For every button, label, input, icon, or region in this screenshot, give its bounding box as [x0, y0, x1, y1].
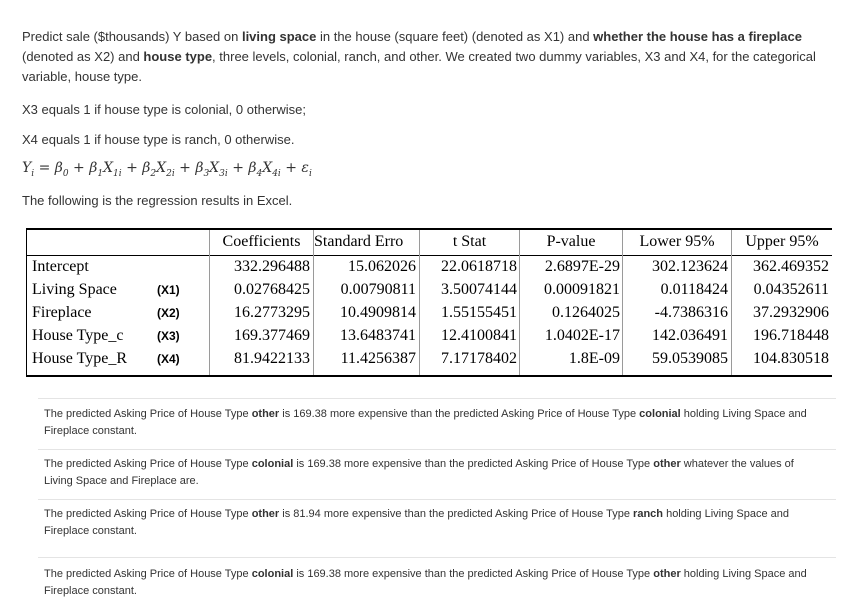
cell-coefficient: 0.02768425 — [234, 281, 310, 298]
cell-p-value: 2.6897E-29 — [544, 258, 620, 275]
cell-t-stat: 3.50074144 — [441, 281, 517, 298]
x4-definition: X4 equals 1 if house type is ranch, 0 otherwise. — [22, 132, 295, 147]
variable-code: (X4) — [157, 352, 180, 366]
regression-formula: $Y_i = \beta_0 + \beta_1X_{1i} + \beta_2X_{2i} + \beta_3X_{3i} + \beta_4X_{4i} + \varepsilon_i$ — [22, 160, 312, 179]
cell-upper-95: 0.04352611 — [753, 281, 829, 298]
row-label: Intercept — [32, 258, 89, 275]
option-text: is 81.94 more expensive than the predicted Asking Price of House Type — [279, 508, 634, 520]
intro-bold-fireplace: whether the house has a fireplace — [593, 29, 802, 44]
option-text: The predicted Asking Price of House Type — [44, 458, 252, 470]
intro-text: , three levels, colonial, ranch, and other. We created two dummy variables, X3 and X4, for the categorical variable, house type. — [22, 49, 816, 84]
cell-coefficient: 81.9422133 — [234, 350, 310, 367]
answer-option-3[interactable] — [44, 506, 824, 540]
intro-bold-house-type: house type — [143, 49, 213, 64]
intro-bold-living-space: living space — [241, 29, 317, 44]
cell-upper-95: 37.2932906 — [753, 304, 829, 321]
row-label: Living Space — [32, 281, 117, 298]
option-text: holding Living Space and Fireplace constant. — [44, 568, 807, 597]
option-divider — [38, 557, 836, 558]
option-text: is 169.38 more expensive than the predicted Asking Price of House Type — [279, 408, 640, 420]
answer-option-1[interactable] — [44, 406, 824, 440]
cell-upper-95: 362.469352 — [753, 258, 829, 275]
header-upper-95: Upper 95% — [745, 233, 819, 250]
option-text: is 169.38 more expensive than the predicted Asking Price of House Type — [293, 458, 654, 470]
header-lower-95: Lower 95% — [639, 233, 715, 250]
row-label: House Type_c — [32, 327, 124, 344]
option-bold-term: other — [653, 568, 681, 580]
cell-lower-95: 59.0539085 — [652, 350, 728, 367]
cell-std-error: 10.4909814 — [340, 304, 416, 321]
cell-std-error: 0.00790811 — [340, 281, 416, 298]
cell-p-value: 0.00091821 — [544, 281, 620, 298]
variable-code: (X2) — [157, 306, 180, 320]
cell-p-value: 1.8E-09 — [568, 350, 620, 367]
cell-coefficient: 169.377469 — [234, 327, 310, 344]
option-divider — [38, 398, 836, 399]
table-top-border — [26, 228, 832, 230]
cell-upper-95: 104.830518 — [753, 350, 829, 367]
option-bold-term: other — [251, 408, 280, 420]
intro-text: (denoted as X2) and — [22, 49, 144, 64]
question-intro — [22, 27, 822, 87]
cell-t-stat: 12.4100841 — [441, 327, 517, 344]
intro-text: Predict sale ($thousands) Y based on — [22, 29, 242, 44]
option-text: is 169.38 more expensive than the predicted Asking Price of House Type — [293, 568, 654, 580]
table-bottom-border — [26, 375, 832, 377]
cell-t-stat: 22.0618718 — [441, 258, 517, 275]
header-p-value: P-value — [546, 233, 596, 250]
table-left-border — [26, 230, 27, 375]
option-bold-term: colonial — [251, 568, 294, 580]
cell-std-error: 15.062026 — [348, 258, 416, 275]
cell-upper-95: 196.718448 — [753, 327, 829, 344]
row-label: Fireplace — [32, 304, 92, 321]
regression-table — [26, 228, 832, 378]
cell-p-value: 0.1264025 — [552, 304, 620, 321]
header-standard-error: Standard Erro — [314, 233, 404, 250]
cell-lower-95: -4.7386316 — [654, 304, 728, 321]
cell-lower-95: 0.0118424 — [660, 281, 728, 298]
option-bold-term: other — [251, 508, 280, 520]
cell-std-error: 13.6483741 — [340, 327, 416, 344]
cell-lower-95: 302.123624 — [652, 258, 728, 275]
option-text: holding Living Space and Fireplace constant. — [44, 408, 807, 437]
intro-text: in the house (square feet) (denoted as X1) and — [316, 29, 594, 44]
header-t-stat: t Stat — [452, 233, 487, 250]
option-text: The predicted Asking Price of House Type — [44, 408, 252, 420]
option-bold-term: colonial — [251, 458, 294, 470]
answer-option-2[interactable] — [44, 456, 824, 490]
row-label: House Type_R — [32, 350, 128, 367]
cell-coefficient: 16.2773295 — [234, 304, 310, 321]
option-bold-term: colonial — [639, 408, 681, 420]
x3-definition: X3 equals 1 if house type is colonial, 0 otherwise; — [22, 102, 307, 117]
table-header-border — [26, 255, 832, 256]
answer-option-4[interactable] — [44, 566, 824, 600]
cell-t-stat: 1.55155451 — [441, 304, 517, 321]
option-divider — [38, 499, 836, 500]
option-bold-term: other — [653, 458, 681, 470]
cell-coefficient: 332.296488 — [234, 258, 310, 275]
header-coefficients: Coefficients — [222, 233, 301, 250]
results-note: The following is the regression results in Excel. — [22, 193, 293, 208]
option-text: The predicted Asking Price of House Type — [44, 508, 252, 520]
option-text: The predicted Asking Price of House Type — [44, 568, 252, 580]
option-bold-term: ranch — [633, 508, 664, 520]
option-text: holding Living Space and Fireplace constant. — [44, 508, 789, 537]
cell-t-stat: 7.17178402 — [441, 350, 517, 367]
cell-std-error: 11.4256387 — [340, 350, 416, 367]
cell-lower-95: 142.036491 — [652, 327, 728, 344]
variable-code: (X3) — [157, 329, 180, 343]
option-text: whatever the values of Living Space and Fireplace are. — [44, 458, 794, 487]
variable-code: (X1) — [157, 283, 180, 297]
cell-p-value: 1.0402E-17 — [544, 327, 620, 344]
option-divider — [38, 449, 836, 450]
